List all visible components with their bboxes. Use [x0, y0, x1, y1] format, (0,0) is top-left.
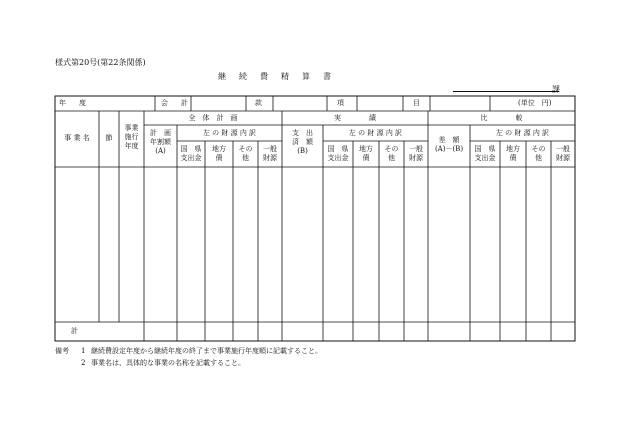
notes-label: 備考: [55, 347, 69, 355]
document-title: 継続費精算書: [218, 72, 344, 81]
actual-src-general-header: 一般 財源: [409, 145, 423, 162]
unit-label: (単位 円): [518, 99, 552, 107]
exec-year-header: 事業 施行 年度: [124, 124, 139, 150]
actual-amount-header: 支 出 済 額 (B): [292, 129, 313, 155]
actual-sources-header: 左 の 財 源 内 訳: [348, 129, 403, 137]
actual-src-gov-header: 国 県 支出金: [327, 145, 349, 162]
year-label: 年 度: [59, 99, 89, 107]
actual-src-other-header: その 他: [384, 145, 399, 162]
plan-src-bond-header: 地方 債: [212, 145, 226, 162]
plan-src-general-header: 一般 財源: [263, 145, 277, 162]
compare-src-gov-header: 国 県 支出金: [474, 145, 496, 162]
form-number: 様式第20号(第22条関係): [55, 58, 146, 67]
section-header: 節: [105, 134, 113, 142]
note-item: 2 事業名は、具体的な事業の名称を記載すること。: [81, 359, 245, 367]
plan-sources-header: 左 の 財 源 内 訳: [202, 129, 257, 137]
actual-group-header: 実 績: [334, 114, 376, 122]
account-label: 会 計: [161, 99, 191, 107]
plan-src-other-header: その 他: [238, 145, 253, 162]
project-name-header: 事 業 名: [64, 134, 90, 142]
plan-amount-header: 計 画 年割額 (A): [150, 129, 171, 155]
notes: [55, 345, 322, 369]
compare-src-general-header: 一般 財源: [556, 145, 570, 162]
note-item: 備考 1 継続費設定年度から継続年度の終了まで事業施行年度順に記載すること。: [55, 347, 322, 355]
plan-src-gov-header: 国 県 支出金: [180, 145, 202, 162]
compare-sources-header: 左 の 財 源 内 訳: [495, 129, 550, 137]
kou-label: 項: [337, 99, 344, 107]
kan-label: 款: [255, 99, 262, 107]
compare-src-other-header: その 他: [531, 145, 546, 162]
compare-src-bond-header: 地方 債: [506, 145, 520, 162]
compare-group-header: 比 較: [480, 114, 523, 122]
plan-group-header: 全 体 計 画: [188, 114, 238, 122]
total-row-label: 計: [71, 327, 78, 335]
diff-amount-header: 差 額 (A)－(B): [434, 136, 464, 153]
department-label: 課: [552, 85, 560, 94]
actual-src-bond-header: 地方 債: [359, 145, 373, 162]
moku-label: 目: [413, 99, 420, 107]
